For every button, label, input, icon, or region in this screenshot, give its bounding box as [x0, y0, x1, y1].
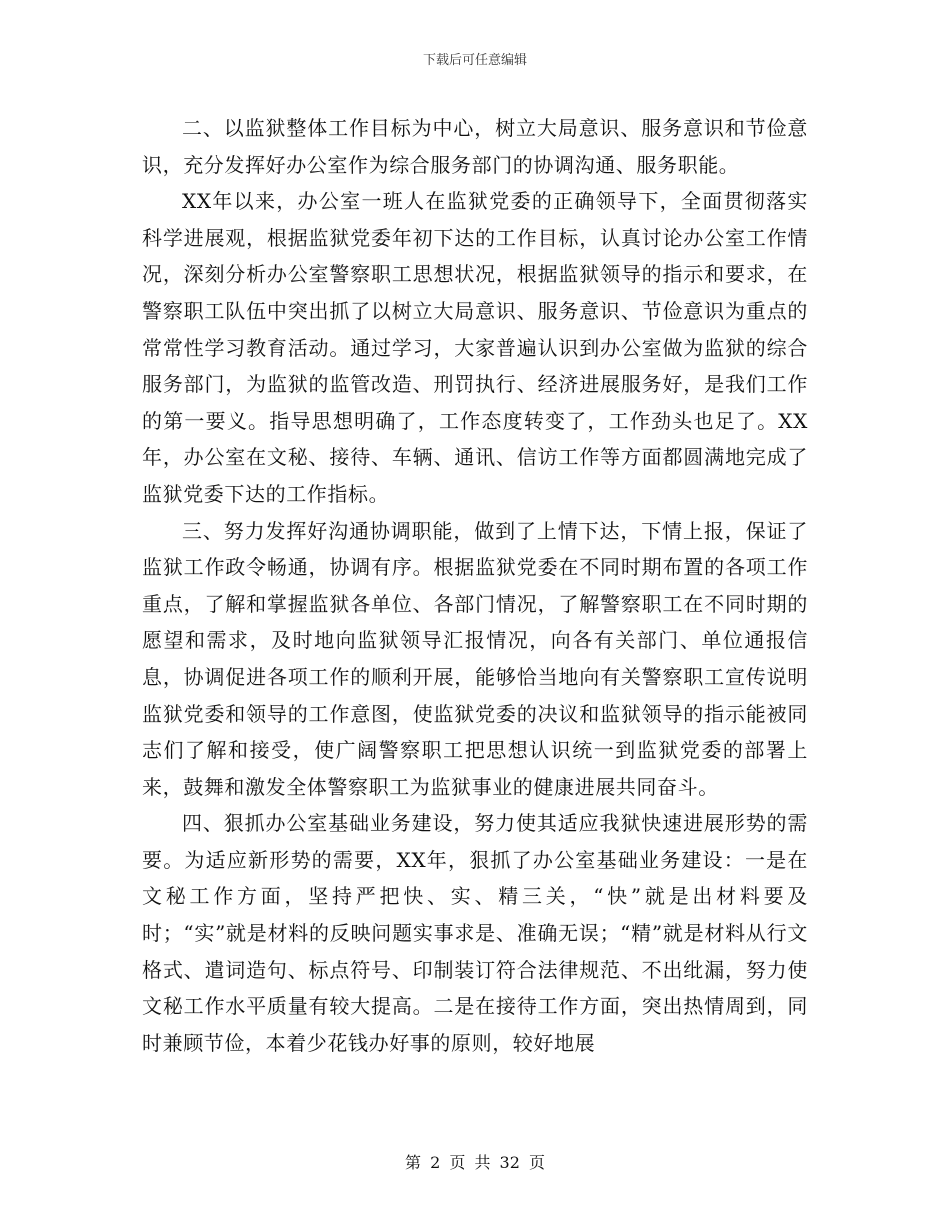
paragraph-3: 三、努力发挥好沟通协调职能，做到了上情下达，下情上报，保证了监狱工作政令畅通，协调有序。根据监狱党委在不同时期布置的各项工作重点，了解和掌握监狱各单位、各部门情况，了解警察职工在不同时期的愿望和需求，及时地向监狱领导汇报情况，向各有关部门、单位通报信息，协调促进各项工作的顺利开展，能够恰当地向有关警察职工宣传说明监狱党委和领导的工作意图，使监狱党委的决议和监狱领导的指示能被同志们了解和接受，使广阔警察职工把思想认识统一到监狱党委的部署上来，鼓舞和激发全体警察职工为监狱事业的健康进展共同奋斗。	[142, 518, 808, 799]
paragraph-2: 二、以监狱整体工作目标为中心，树立大局意识、服务意识和节俭意识，充分发挥好办公室作为综合服务部门的协调沟通、服务职能。	[142, 116, 808, 177]
paragraph-xx-year: XX年以来，办公室一班人在监狱党委的正确领导下，全面贯彻落实科学进展观，根据监狱党委年初下达的工作目标，认真讨论办公室工作情况，深刻分析办公室警察职工思想状况，根据监狱领导的指示和要求，在警察职工队伍中突出抓了以树立大局意识、服务意识、节俭意识为重点的常常性学习教育活动。通过学习，大家普遍认识到办公室做为监狱的综合服务部门，为监狱的监管改造、刑罚执行、经济进展服务好，是我们工作的第一要义。指导思想明确了，工作态度转变了，工作劲头也足了。XX年，办公室在文秘、接待、车辆、通讯、信访工作等方面都圆满地完成了监狱党委下达的工作指标。	[142, 189, 808, 506]
page-number-footer: 第 2 页 共 32 页	[405, 1153, 545, 1172]
paragraph-4: 四、狠抓办公室基础业务建设，努力使其适应我狱快速进展形势的需要。为适应新形势的需要，XX年，狠抓了办公室基础业务建设：一是在文秘工作方面，坚持严把快、实、精三关，“快”就是出材料要及时；“实”就是材料的反映问题实事求是、准确无误；“精”就是材料从行文格式、遣词造句、标点符号、印制装订符合法律规范、不出纰漏，努力使文秘工作水平质量有较大提高。二是在接待工作方面，突出热情周到，同时兼顾节俭，本着少花钱办好事的原则，较好地展	[142, 811, 808, 1055]
page-header-note: 下载后可任意编辑	[422, 53, 527, 68]
document-body	[142, 110, 808, 1061]
